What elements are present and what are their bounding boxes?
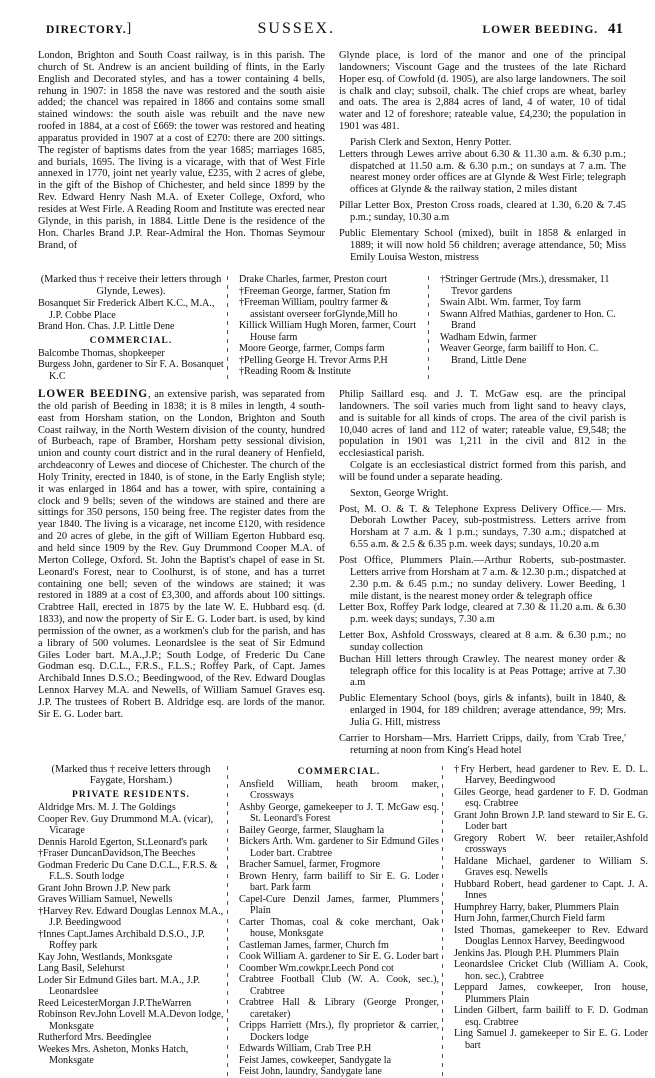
list-item: Drake Charles, farmer, Preston court	[239, 274, 388, 286]
list-item: Giles George, head gardener to F. D. Godman esq. Crabtree	[454, 786, 648, 809]
lower-beeding-directory	[38, 763, 648, 1078]
list-item: Hubbard Robert, head gardener to Capt. J. A. Innes	[454, 878, 648, 901]
list-item: Gregory Robert W. beer retailer,Ashfold crossways	[454, 832, 648, 855]
list-item: †Reading Room & Institute	[239, 366, 351, 378]
list-item: Swain Albt. Wm. farmer, Toy farm	[440, 297, 581, 309]
list-item: Dennis Harold Egerton, St.Leonard's park	[38, 836, 208, 848]
glynde-elementary-school: Public Elementary School (mixed), built in 1858 & enlarged in 1889; it will now hold 56 children; average attendance, 50; Miss Emily Louisa Weston, mistress	[339, 227, 626, 263]
list-item: Ansfield William, heath broom maker, Crossways	[239, 778, 439, 801]
list-item: †Fraser DuncanDavidson,The Beeches	[38, 848, 196, 860]
glynde-parish-clerk: Parish Clerk and Sexton, Henry Potter.	[350, 136, 512, 148]
list-item: Coomber Wm.cowkpr.Leech Pond cot	[239, 962, 394, 974]
running-head-place: LOWER BEEDING.	[482, 24, 598, 36]
list-item: †Fry Herbert, head gardener to Rev. E. D. L. Harvey, Beedingwood	[454, 763, 648, 786]
lower-beeding-carrier: Carrier to Horsham—Mrs. Harriett Cripps, daily, from 'Crab Tree,' returning at noon from King's Head hotel	[339, 732, 626, 756]
list-item: Bracher Samuel, farmer, Frogmore	[239, 859, 381, 870]
lower-beeding-buchan-hill-note: Buchan Hill letters through Crawley. The nearest money order & telegraph office for this locality is at Peas Pottage; arrive at 7.30 a.m	[339, 653, 626, 689]
running-head-left	[46, 22, 132, 38]
list-item: Bickers Arth. Wm. gardener to Sir Edmund Giles Loder bart. Crabtree	[239, 836, 439, 859]
list-item: Kay John, Westlands, Monksgate	[38, 951, 173, 963]
list-item: Bailey George, farmer, Slaugham la	[239, 824, 385, 836]
list-item: Graves William Samuel, Newells	[38, 894, 173, 906]
glynde-letters-note: Letters through Lewes arrive about 6.30 & 11.30 a.m. & 6.30 p.m.; dispatched at 11.50 a.m. & 6.30 p.m.; on sundays at 7 a.m. The nearest money order offices are at Glynde & West Firle; telegraph offices at Glynde & the railway station, 2 miles distant	[339, 148, 626, 196]
list-item: Isted Thomas, gamekeeper to Rev. Edward Douglas Lennox Harvey, Beedingwood	[454, 924, 648, 947]
glynde-letters-marker-note: (Marked thus † receive their letters through Glynde, Lewes).	[40, 274, 222, 298]
glynde-commercial-heading: COMMERCIAL.	[89, 335, 173, 346]
column-divider	[227, 276, 228, 382]
lower-beeding-private-residents-column	[38, 764, 224, 1067]
running-head-county: SUSSEX.	[257, 20, 336, 37]
list-item: †Pelling George H. Trevor Arms P.H	[239, 354, 388, 366]
list-item: Leppard James, cowkeeper, Iron house, Plummers Plain	[454, 982, 648, 1005]
running-head-bracket: ]	[126, 21, 133, 36]
list-item: Linden Gilbert, farm bailiff to F. D. Godman esq. Crabtree	[454, 1005, 648, 1028]
list-item: †Harvey Rev. Edward Douglas Lennox M.A., J.P. Beedingwood	[38, 905, 224, 929]
list-item: Balcombe Thomas, shopkeeper	[38, 347, 165, 359]
list-item: Moore George, farmer, Comps farm	[239, 343, 385, 355]
list-item: Cripps Harriett (Mrs.), fly proprietor & carrier, Dockers lodge	[239, 1020, 439, 1043]
lower-beeding-elementary-school: Public Elementary School (boys, girls & infants), built in 1840, & enlarged in 1904, for 189 children; average attendance, 99; Mrs. Julia G. Hill, mistress	[339, 693, 626, 728]
list-item: Loder Sir Edmund Giles bart. M.A., J.P. Leonardslee	[38, 974, 201, 998]
lower-beeding-commercial-column-2	[454, 764, 648, 1052]
list-item: Burgess John, gardener to Sir F. A. Bosanquet K.C	[38, 359, 224, 382]
list-item: Lang Basil, Selehurst	[38, 963, 125, 975]
list-item: †Innes Capt.James Archibald D.S.O., J.P. Roffey park	[38, 928, 205, 952]
list-item: Edwards William, Crab Tree P.H	[239, 1043, 372, 1054]
list-item: Feist James, cowkeeper, Sandygate la	[239, 1054, 392, 1066]
page-title: LOWER BEEDING	[38, 388, 149, 401]
lower-beeding-sexton: Sexton, George Wright.	[350, 487, 449, 499]
list-item: Killick William Hugh Moren, farmer, Court House farm	[239, 320, 417, 343]
lower-beeding-post-office-plummers-plain: Post Office, Plummers Plain.—Arthur Roberts, sub-postmaster. Letters arrive from Horsham at 7 a.m. & 12.30 p.m.; dispatched at 2.30 p.m. & 6.45 p.m.; no sunday delivery. Lower Beeding, 1 mile distant, is the nearest money order & telegraph office	[339, 555, 626, 602]
list-item: Jenkins Jas. Plough P.H. Plummers Plain	[454, 947, 619, 959]
list-item: Humphrey Harry, baker, Plummers Plain	[454, 901, 619, 913]
lower-beeding-letter-box-ashfold: Letter Box, Ashfold Crossways, cleared at 8 a.m. & 6.30 p.m.; no sunday collection	[339, 630, 626, 653]
list-item: Brown Henry, farm bailiff to Sir E. G. Loder bart. Park farm	[239, 870, 439, 893]
list-item: Leonardslee Cricket Club (William A. Cook, hon. sec.), Crabtree	[454, 959, 648, 982]
list-item: †Freeman George, farmer, Station fm	[239, 285, 391, 297]
glynde-right-column	[339, 50, 626, 263]
list-item: Rutherford Mrs. Beedinglee	[38, 1032, 152, 1044]
list-item: Haldane Michael, gardener to William S. Graves esq. Newells	[454, 855, 648, 878]
list-item: Ling Samuel J. gamekeeper to Sir E. G. Loder bart	[454, 1028, 648, 1051]
glynde-directory-column-2	[239, 274, 425, 378]
lower-beeding-letters-marker-note: (Marked thus † receive letters through Faygate, Horsham.)	[51, 763, 211, 787]
lower-beeding-left-column	[38, 389, 325, 721]
list-item: †Freeman William, poultry farmer & assistant overseer forGlynde,Mill ho	[239, 297, 398, 320]
running-head-left-label: DIRECTORY.	[46, 24, 127, 36]
commercial-heading: COMMERCIAL.	[297, 766, 381, 777]
glynde-directory-column-3	[440, 274, 626, 366]
glynde-left-column	[38, 50, 325, 251]
list-item: Brand Hon. Chas. J.P. Little Dene	[38, 321, 175, 333]
running-head	[38, 20, 627, 38]
column-divider	[227, 766, 228, 1078]
list-item: Aldridge Mrs. M. J. The Goldings	[38, 802, 176, 814]
list-item: Swann Alfred Mathias, gardener to Hon. C. Brand	[440, 308, 616, 332]
column-divider	[428, 276, 429, 382]
page-number: 41	[608, 21, 623, 37]
list-item: Crabtree Hall & Library (George Pronger, caretaker)	[239, 997, 439, 1020]
list-item: Godman Frederic Du Cane D.C.L., F.R.S. & F.L.S. South lodge	[38, 859, 218, 883]
glynde-body	[38, 50, 627, 263]
list-item: Hurn John, farmer,Church Field farm	[454, 913, 605, 924]
lower-beeding-body	[38, 389, 627, 756]
lower-beeding-commercial-column-1	[239, 764, 439, 1078]
list-item: †Stringer Gertrude (Mrs.), dressmaker, 11 Trevor gardens	[440, 274, 610, 297]
list-item: Crabtree Football Club (W. A. Cook, sec.), Crabtree	[239, 974, 439, 997]
lower-beeding-letter-box-roffey-park: Letter Box, Roffey Park lodge, cleared at 7.30 & 11.20 a.m. & 6.30 p.m. week days; sundays, 7.30 a.m	[339, 602, 626, 626]
glynde-parish-description: London, Brighton and South Coast railway, is in this parish. The church of St. Andrew is an ancient building of flints, in the Early English and Decorated styles, and has a tower containing 4 bells, rehung in 1907: in 1858 the nave was restored and the south aisie added; the chancel was repaired in 1866 and contains some small stained windows: the south aisle was rebuilt and the nave new roofed in 1884, at a cost of £669: the tower was restored and heating apparatus provided in 1907 at a cost of £270: there are 200 sittings. The register of baptisms dates from the year 1685; marriages 1685, and burials, 1695. The living is a vicarage, with that of West Firle annexed in 1770, joint net yearly value, £235, with 2 acres of glebe, in the gift of the Bishop of Chichester, and held since 1899 by the Rev. Edward Henry Nash M.A. of Exeter College, Oxford, who resides at West Firle. A Reading Room and Institute was erected near Glynde, in this parish, in 1884. Little Dene is the residence of the Hon. Charles Brand J.P. Rear-Admiral the Hon. Thomas Seymour Brand, of	[38, 50, 325, 251]
glynde-pillar-letter-box: Pillar Letter Box, Preston Cross roads, cleared at 1.30, 6.20 & 7.45 p.m.; sunday, 10.30 a.m	[339, 200, 626, 223]
list-item: Castleman James, farmer, Church fm	[239, 939, 389, 951]
list-item: Ashby George, gamekeeper to J. T. McGaw esq. St. Leonard's Forest	[239, 801, 439, 824]
lower-beeding-post-office: Post, M. O. & T. & Telephone Express Delivery Office.— Mrs. Deborah Lowther Pacey, sub-postmistress. Letters arrive from Horsham at 7 a.m. & 1 p.m.; sundays, 7.30 a.m.; dispatched at 6.55 a.m. & 2.5 & 6.35 p.m. week days; sundays, 10.20 a.m	[339, 503, 626, 551]
lower-beeding-colgate-note: Colgate is an ecclesiastical district formed from this parish, and will be found under a separate heading.	[339, 460, 626, 483]
list-item: Reed LeicesterMorgan J.P.TheWarren	[38, 997, 192, 1009]
lower-beeding-right-column	[339, 389, 626, 756]
glynde-landowners-paragraph: Glynde place, is lord of the manor and one of the principal landowners; Viscount Gage and the trustees of the late Richard Hoper esq. of Cowfold (d. 1905), are also large landowners. The soil is chalk and clay; subsoil, chalk. The chief crops are wheat, barley and oats. The area is 2,884 acres of land, 4 of water, 10 of tidal water and 12 of foreshore; rateable value, £4,230; the population in 1901 was 481.	[339, 50, 626, 133]
list-item: Grant John Brown J.P. New park	[38, 882, 171, 894]
column-divider	[442, 766, 443, 1078]
list-item: Wadham Edwin, farmer	[440, 331, 537, 343]
list-item: Weaver George, farm bailiff to Hon. C. Brand, Little Dene	[440, 343, 599, 366]
list-item: Feist John, laundry, Sandygate lane	[239, 1066, 382, 1077]
list-item: Carter Thomas, coal & coke merchant, Oak house, Monksgate	[239, 916, 439, 939]
list-item: Weekes Mrs. Asheton, Monks Hatch, Monksgate	[38, 1043, 189, 1067]
list-item: Bosanquet Sir Frederick Albert K.C., M.A., J.P. Cobbe Place	[38, 298, 215, 321]
list-item: Cook William A. gardener to Sir E. G. Loder bart	[239, 951, 439, 962]
private-residents-heading: PRIVATE RESIDENTS.	[72, 790, 190, 801]
running-head-right	[483, 21, 623, 38]
lower-beeding-landowners-paragraph: Philip Saillard esq. and J. T. McGaw esq. are the principal landowners. The soil varies much from light sand to heavy clays, and is suitable for all kinds of crops. The area of the civil parish is 10,040 acres of land and 112 of water; rateable value, £9,548; the population in 1901 was 1,211 in the civil and 812 in the ecclesiastical parish.	[339, 389, 626, 460]
glynde-directory-column-1	[38, 274, 224, 382]
lower-beeding-description-text: , an extensive parish, was separated from the old parish of Beeding in 1838; it is 8 miles in length, 4 south-east from Horsham station, on the London, Brighton and South Coast railway, in the North Western division of the county, hundred of Burbeach, rape of Bramber, Horsham petty sessional division, union and county court district and in the rural deanery of Henfield, archdeaconry of Lewes and diocese of Chichester. The church of the Holy Trinity, erected in 1840, is of stone, in the Early English style; it was enlarged in 1864 and has a tower, with spire, containing a clock and 9 bells; seven of the windows are stained and there are sittings for 350 persons, 150 being free. The register dates from the year 1840. The living is a vicarage, net income £120, with residence and 20 acres of glebe, in the gift of William Egerton Hubbard esq. and held since 1909 by the Rev. Guy Drummond Cooper M.A. of Merton College, Oxford. St. John the Baptist's chapel of ease in St. Leonard's Forest, near to Coolhurst, is of stone, and has a turret containing one bell; seven of the windows are stained; it was restored in 1889 at a cost of £3,300, and affords about 100 sittings. Crabtree Hall, erected in 1875 by the late W. E. Hubbard esq. (d. 1833), and now the property of Sir E. G. Loder bart. is used, by kind permission of the owner, as a workmen's club for the parish, and has a library of 500 volumes. Leonardslee is the seat of Sir Edmund Giles Loder bart. M.A.,J.P.; South Lodge, of Frederic Du Cane Godman esq. D.C.L., F.R.S., F.L.S.; Roffey Park, of Capt. James Archibald Innes D.S.O.; Beedingwood, of the Rev. Edward Douglas Lennox Harvey M.A. and Newells, of William Samuel Graves esq. J.P. The trustees of Robert B. Aldridge esq. are lords of the manor. Sir E. G. Loder bart.	[38, 389, 325, 720]
lower-beeding-description	[38, 389, 325, 721]
list-item: Capel-Cure Denzil James, farmer, Plummers Plain	[239, 893, 439, 916]
list-item: Robinson Rev.John Lovell M.A.Devon lodge, Monksgate	[38, 1009, 224, 1032]
list-item: Grant John Brown J.P. land steward to Sir E. G. Loder bart	[454, 809, 648, 832]
glynde-directory	[38, 274, 627, 382]
list-item: Cooper Rev. Guy Drummond M.A. (vicar), Vicarage	[38, 813, 214, 837]
